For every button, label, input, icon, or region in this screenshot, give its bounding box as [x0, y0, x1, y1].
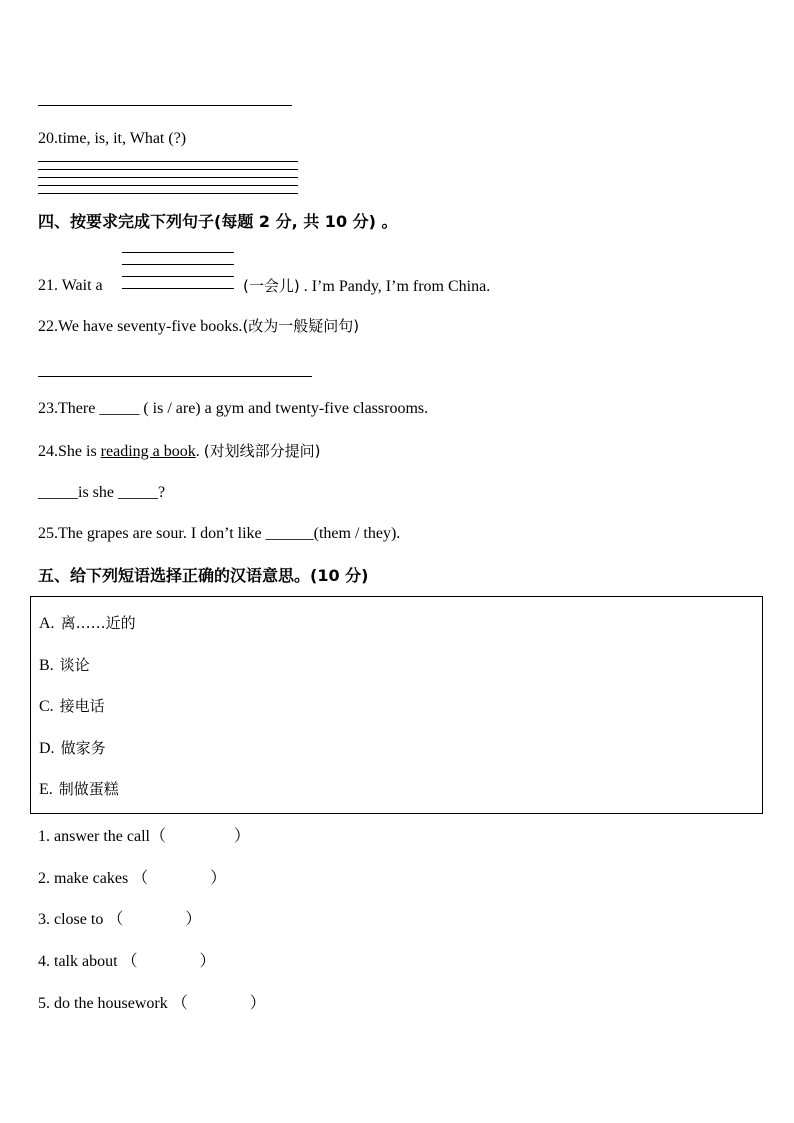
question-23 [38, 399, 428, 419]
option-b [39, 655, 90, 676]
match-item-5 [38, 994, 266, 1014]
option-text: 做家务 [60, 739, 106, 757]
answer-line [38, 376, 312, 377]
option-letter: E. [39, 781, 53, 798]
option-letter: A. [39, 615, 55, 632]
item-text: 3. close to （ [38, 911, 124, 928]
question-instruction: (改为一般疑问句) [242, 317, 360, 335]
section-title: 五、给下列短语选择正确的汉语意思。(10 分) [38, 566, 369, 585]
answer-line [38, 185, 298, 186]
item-close: ） [233, 828, 250, 845]
option-text: 离……近的 [60, 614, 136, 632]
option-a [39, 613, 136, 634]
question-22 [38, 316, 359, 337]
answer-line [38, 161, 298, 162]
question-prefix: 21. Wait a [38, 277, 103, 294]
answer-line [38, 105, 292, 106]
question-suffix: . I’m Pandy, I’m from China. [299, 278, 491, 295]
option-text: 制做蛋糕 [58, 780, 119, 798]
question-21-rest [243, 276, 490, 297]
question-instruction: (对划线部分提问) [203, 442, 321, 460]
option-letter: C. [39, 698, 54, 715]
question-post: ( is / are) a gym and twenty-five classrooms. [139, 400, 429, 417]
item-text: 4. talk about （ [38, 953, 138, 970]
question-blank: _____ [99, 400, 140, 417]
question-21 [38, 276, 103, 296]
match-item-2 [38, 869, 226, 889]
answer-line [38, 193, 298, 194]
option-letter: D. [39, 740, 55, 757]
option-d [39, 738, 106, 759]
option-text: 谈论 [59, 656, 90, 674]
option-c [39, 696, 105, 717]
question-text: time, is, it, What (?) [58, 130, 187, 147]
match-item-4 [38, 952, 216, 972]
item-text: 2. make cakes （ [38, 870, 149, 887]
section-title: 四、按要求完成下列句子(每题 2 分, 共 10 分) 。 [38, 212, 398, 231]
question-pre: 23.There [38, 400, 100, 417]
item-text: 1. answer the call（ [38, 828, 166, 845]
answer-line [122, 252, 234, 253]
question-number: 20. [38, 130, 58, 147]
question-25 [38, 524, 400, 544]
item-close: ） [210, 870, 227, 887]
option-e [39, 779, 119, 800]
item-close: ） [249, 995, 266, 1012]
options-box [30, 596, 763, 814]
question-text: 22.We have seventy-five books. [38, 318, 243, 335]
answer-line [122, 276, 234, 277]
answer-line [38, 177, 298, 178]
match-item-3 [38, 910, 201, 930]
underlined-phrase: reading a book [100, 443, 196, 460]
question-post: . [195, 443, 200, 460]
question-20 [38, 129, 186, 149]
question-hint: (一会儿) [243, 277, 300, 295]
question-24 [38, 441, 320, 462]
match-item-1 [38, 827, 250, 847]
answer-line [122, 264, 234, 265]
section-heading [38, 211, 398, 233]
question-pre: 24.She is [38, 443, 101, 460]
item-text: 5. do the housework （ [38, 995, 188, 1012]
item-close: ） [199, 953, 216, 970]
section-heading [38, 565, 368, 587]
option-letter: B. [39, 657, 54, 674]
answer-template: _____is she _____? [38, 484, 166, 501]
question-24-answer [38, 483, 165, 503]
answer-line [122, 288, 234, 289]
item-close: ） [185, 911, 202, 928]
answer-line [38, 169, 298, 170]
question-text: 25.The grapes are sour. I don’t like ______(them / they). [38, 525, 401, 542]
option-text: 接电话 [59, 697, 105, 715]
